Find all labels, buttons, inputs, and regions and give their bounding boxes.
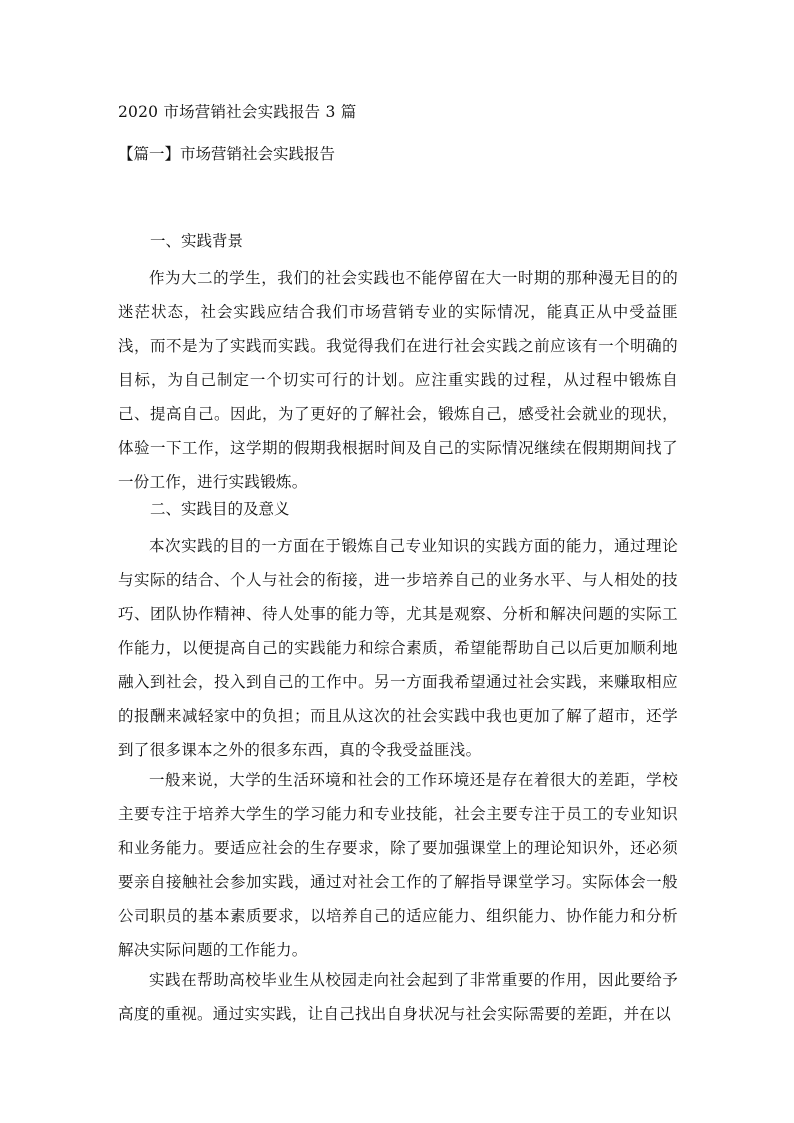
paragraph-background: 作为大二的学生，我们的社会实践也不能停留在大一时期的那种漫无目的的迷茫状态，社会实践应结合我们市场营销专业的实际情况，能真正从中受益匪浅，而不是为了实践而实践。我觉得我们在进行社会实践之前应该有一个明确的目标，为自己制定一个切实可行的计划。应注重实践的过程，从过程中锻炼自己、提高自己。因此，为了更好的了解社会，锻炼自己，感受社会就业的现状，体验一下工作，这学期的假期我根据时间及自己的实际情况继续在假期期间找了一份工作，进行实践锻炼。 — [118, 269, 678, 491]
document-title: 2020 市场营销社会实践报告 3 篇 — [118, 103, 357, 121]
part-title: 【篇一】市场营销社会实践报告 — [118, 145, 336, 163]
section-heading-purpose: 二、实践目的及意义 — [150, 500, 290, 518]
paragraph-purpose-2: 一般来说，大学的生活环境和社会的工作环境还是存在着很大的差距，学校主要专注于培养大学生的学习能力和专业技能，社会主要专注于员工的专业知识和业务能力。要适应社会的生存要求，除了要加强课堂上的理论知识外，还必须要亲自接触社会参加实践，通过对社会工作的了解指导课堂学习。实际体会一般公司职员的基本素质要求，以培养自己的适应能力、组织能力、协作能力和分析解决实际问题的工作能力。 — [118, 771, 678, 959]
paragraph-purpose-3: 实践在帮助高校毕业生从校园走向社会起到了非常重要的作用，因此要给予高度的重视。通过实实践，让自己找出自身状况与社会实际需要的差距，并在以 — [118, 971, 678, 1023]
paragraph-purpose-1: 本次实践的目的一方面在于锻炼自己专业知识的实践方面的能力，通过理论与实际的结合、个人与社会的衔接，进一步培养自己的业务水平、与人相处的技巧、团队协作精神、待人处事的能力等，尤其是观察、分析和解决问题的实际工作能力，以便提高自己的实践能力和综合素质，希望能帮助自己以后更加顺利地融入到社会，投入到自己的工作中。另一方面我希望通过社会实践，来赚取相应的报酬来减轻家中的负担；而且从这次的社会实践中我也更加了解了超市，还学到了很多课本之外的很多东西，真的令我受益匪浅。 — [118, 537, 678, 759]
section-heading-background: 一、实践背景 — [150, 232, 244, 250]
